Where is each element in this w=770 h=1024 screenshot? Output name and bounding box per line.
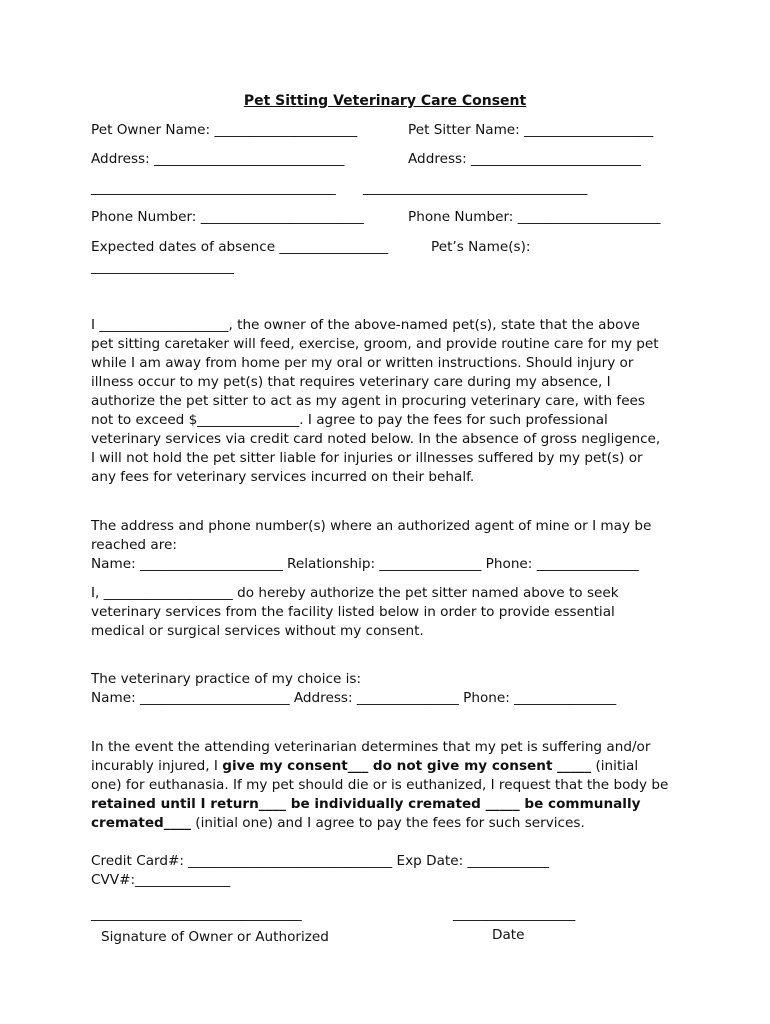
pets-names-label: Pet’s Name(s): xyxy=(431,239,531,255)
paragraph-line: while I am away from home per my oral or written instructions. Should injury or xyxy=(91,355,634,371)
owner-name-field[interactable]: Pet Owner Name: _____________________ xyxy=(91,122,358,138)
paragraph-line: veterinary services via credit card noted below. In the absence of gross negligence, xyxy=(91,431,661,447)
date-label: Date xyxy=(492,927,525,943)
paragraph-line: pet sitting caretaker will feed, exercise, groom, and provide routine care for my pet xyxy=(91,336,659,352)
sitter-address-line2[interactable]: _________________________________ xyxy=(363,180,588,196)
paragraph-line: any fees for veterinary services incurred on their behalf. xyxy=(91,469,475,485)
euthanasia-text: (initial xyxy=(591,758,639,774)
vet-practice-intro: The veterinary practice of my choice is: xyxy=(91,671,362,687)
absence-dates-field[interactable]: Expected dates of absence ________________ xyxy=(91,239,389,255)
authorize-line: veterinary services from the facility listed below in order to provide essential xyxy=(91,604,615,620)
authorize-line: I, ___________________ do hereby authorize the pet sitter named above to seek xyxy=(91,585,619,601)
paragraph-line: illness occur to my pet(s) that requires veterinary care during my absence, I xyxy=(91,374,611,390)
euthanasia-text: incurably injured, I xyxy=(91,758,223,774)
paragraph-line: I ___________________, the owner of the above-named pet(s), state that the above xyxy=(91,317,640,333)
cremated-choice-field[interactable]: cremated____ xyxy=(91,815,191,831)
owner-signature-label: Signature of Owner or Authorized xyxy=(101,929,329,945)
vet-practice-section xyxy=(91,670,691,708)
remains-choice-text[interactable]: retained until I return____ be individually cremated _____ be communally xyxy=(91,796,641,812)
owner-phone-field[interactable]: Phone Number: ________________________ xyxy=(91,209,364,225)
agent-contact-fields[interactable]: Name: _____________________ Relationship: _______________ Phone: _______________ xyxy=(91,556,639,572)
cvv-field[interactable]: CVV#:______________ xyxy=(91,872,231,888)
euthanasia-section xyxy=(91,738,691,833)
form-title: Pet Sitting Veterinary Care Consent xyxy=(243,93,527,109)
vet-practice-fields[interactable]: Name: ______________________ Address: _______________ Phone: _______________ xyxy=(91,690,617,706)
paragraph-line: I will not hold the pet sitter liable for injuries or illnesses suffered by my pet(s) or xyxy=(91,450,643,466)
authorized-agent-section xyxy=(91,517,691,574)
owner-address-line2[interactable]: ____________________________________ xyxy=(91,180,336,196)
owner-signature-line[interactable]: _______________________________ xyxy=(91,906,302,922)
sitter-address-field[interactable]: Address: _________________________ xyxy=(408,151,641,167)
consent-choice-fields[interactable]: give my consent___ do not give my consent _____ xyxy=(222,758,592,774)
agent-intro-line: reached are: xyxy=(91,537,177,553)
euthanasia-line: one) for euthanasia. If my pet should die or is euthanized, I request that the body be xyxy=(91,777,669,793)
euthanasia-line xyxy=(91,814,691,833)
sitter-name-field[interactable]: Pet Sitter Name: ___________________ xyxy=(408,122,654,138)
sitter-phone-field[interactable]: Phone Number: _____________________ xyxy=(408,209,661,225)
paragraph-line: not to exceed $_______________. I agree to pay the fees for such professional xyxy=(91,412,608,428)
absence-dates-continuation[interactable]: _____________________ xyxy=(91,259,234,275)
care-authorization-paragraph xyxy=(91,316,691,487)
credit-card-fields[interactable]: Credit Card#: ______________________________ Exp Date: ____________ xyxy=(91,853,550,869)
authorize-vet-section xyxy=(91,584,691,641)
authorize-line: medical or surgical services without my consent. xyxy=(91,623,424,639)
owner-address-field[interactable]: Address: ____________________________ xyxy=(91,151,345,167)
date-line[interactable]: __________________ xyxy=(453,906,576,922)
agent-intro-line: The address and phone number(s) where an authorized agent of mine or I may be xyxy=(91,518,652,534)
euthanasia-line: In the event the attending veterinarian determines that my pet is suffering and/or xyxy=(91,739,651,755)
euthanasia-line xyxy=(91,757,691,776)
remains-choice-fields[interactable] xyxy=(91,795,691,814)
euthanasia-text: (initial one) and I agree to pay the fees for such services. xyxy=(190,815,585,831)
paragraph-line: authorize the pet sitter to act as my agent in procuring veterinary care, with fees xyxy=(91,393,646,409)
